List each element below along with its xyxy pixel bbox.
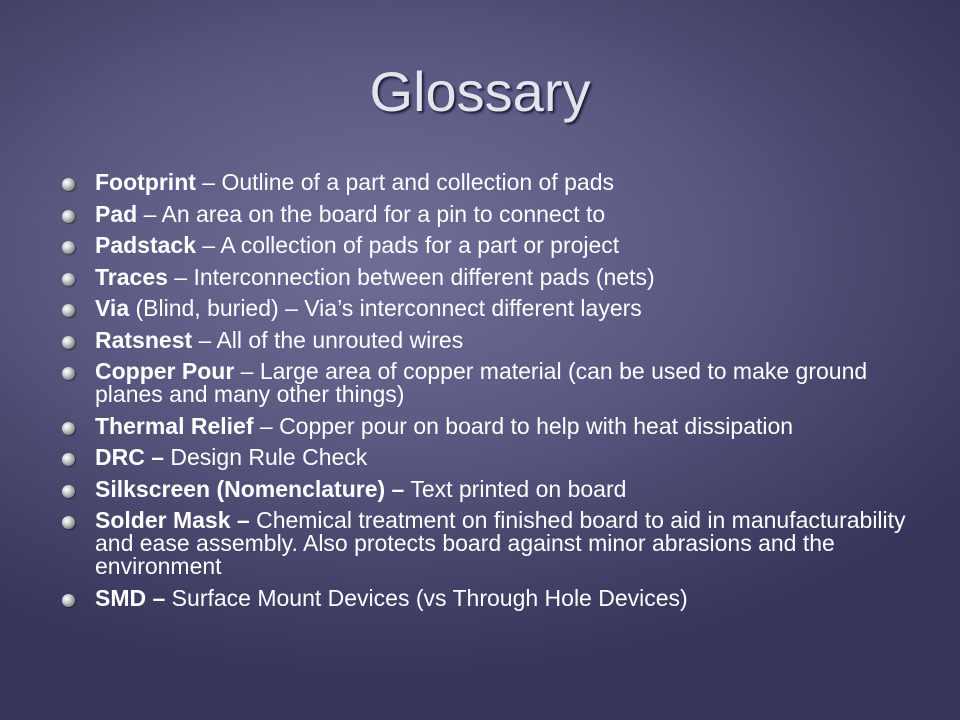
glossary-definition: Text printed on board [404, 475, 627, 502]
glossary-item-silkscreen [62, 475, 932, 502]
bullet-icon [62, 304, 75, 317]
bullet-icon [62, 453, 75, 466]
glossary-item-footprint [62, 171, 932, 194]
glossary-term: Copper Pour [95, 358, 235, 384]
glossary-term: DRC – [95, 444, 165, 470]
glossary-definition: Design Rule Check [164, 444, 368, 470]
glossary-item-copper-pour [62, 360, 932, 406]
glossary-item-drc [62, 446, 932, 469]
glossary-term: Solder Mask – [95, 507, 250, 533]
glossary-definition: (Blind, buried) – Via’s interconnect different layers [129, 295, 642, 321]
bullet-icon [62, 594, 75, 607]
glossary-term: SMD – [95, 584, 166, 611]
glossary-definition: Chemical treatment on finished board to aid in manufacturability and ease assembly. Also protects board against minor abrasions and the environment [95, 507, 906, 579]
glossary-item-traces [62, 263, 932, 290]
glossary-term: Thermal Relief [95, 412, 254, 439]
bullet-icon [62, 485, 75, 498]
glossary-item-smd [62, 584, 932, 611]
glossary-term: Padstack [95, 232, 197, 258]
bullet-icon [62, 210, 75, 223]
slide-title: Glossary [369, 60, 591, 123]
glossary-item-ratsnest [62, 326, 932, 353]
glossary-item-pad [62, 200, 932, 227]
glossary-definition: – Outline of a part and collection of pads [195, 169, 615, 195]
bullet-icon [62, 241, 75, 254]
bullet-icon [62, 336, 75, 349]
glossary-item-solder-mask [62, 509, 932, 578]
bullet-icon [62, 516, 75, 529]
glossary-item-padstack [62, 234, 932, 257]
glossary-item-thermal-relief [62, 412, 932, 439]
glossary-term: Pad [95, 200, 138, 227]
glossary-term: Traces [95, 263, 168, 290]
glossary-list [62, 171, 932, 618]
glossary-term: Ratsnest [95, 326, 193, 353]
bullet-icon [62, 273, 75, 286]
glossary-definition: – Large area of copper material (can be used to make ground planes and many other things) [95, 358, 868, 407]
glossary-item-via [62, 297, 932, 320]
glossary-definition: Surface Mount Devices (vs Through Hole Devices) [165, 584, 688, 611]
glossary-definition: – An area on the board for a pin to connect to [137, 200, 606, 227]
glossary-definition: – A collection of pads for a part or project [196, 232, 620, 258]
glossary-term: Silkscreen (Nomenclature) – [95, 475, 405, 502]
glossary-definition: – Copper pour on board to help with heat dissipation [253, 412, 794, 439]
bullet-icon [62, 367, 75, 380]
glossary-definition: – All of the unrouted wires [192, 326, 464, 353]
glossary-term: Via [95, 295, 130, 321]
bullet-icon [62, 178, 75, 191]
glossary-definition: – Interconnection between different pads (nets) [167, 263, 655, 290]
glossary-term: Footprint [95, 169, 196, 195]
bullet-icon [62, 422, 75, 435]
